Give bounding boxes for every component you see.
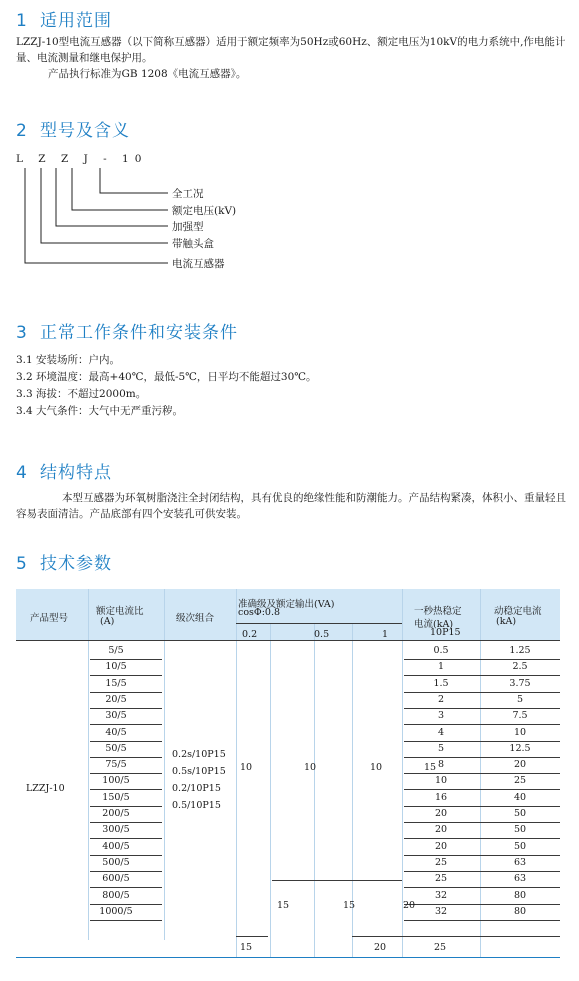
row-rule bbox=[90, 692, 162, 693]
section-number: 2 bbox=[16, 121, 28, 141]
ratio-cell: 20/5 bbox=[105, 693, 127, 705]
row-rule bbox=[404, 675, 560, 676]
thermal-cell: 25 bbox=[434, 873, 448, 885]
last-thermal: 25 bbox=[434, 942, 447, 953]
row-rule bbox=[90, 904, 162, 905]
row-rule bbox=[404, 871, 560, 872]
output-0.5: 10 bbox=[304, 762, 317, 773]
section-title: 适用范围 bbox=[40, 11, 112, 31]
technical-parameters-table bbox=[16, 589, 560, 959]
ratio-cell: 40/5 bbox=[105, 726, 127, 738]
row-rule bbox=[90, 773, 162, 774]
thermal-cell: 4 bbox=[437, 726, 445, 738]
row-rule bbox=[404, 920, 560, 921]
row-rule bbox=[404, 692, 560, 693]
row-rule bbox=[90, 871, 162, 872]
row-rule bbox=[404, 773, 560, 774]
row-rule bbox=[90, 920, 162, 921]
header-accuracy: 准确级及额定输出(VA) bbox=[238, 599, 335, 610]
dynamic-cell: 80 bbox=[513, 905, 527, 917]
row-rule bbox=[404, 724, 560, 725]
dynamic-cell: 1.25 bbox=[509, 645, 531, 656]
header-class-0.2: 0.2 bbox=[242, 629, 258, 640]
dynamic-cell: 50 bbox=[513, 824, 527, 836]
row-rule bbox=[90, 741, 162, 742]
ratio-cell: 400/5 bbox=[102, 840, 130, 852]
header-ratio: 额定电流比 bbox=[96, 606, 144, 617]
row-rule bbox=[90, 724, 162, 725]
row-rule bbox=[404, 887, 560, 888]
row-rule bbox=[90, 806, 162, 807]
dynamic-cell: 40 bbox=[513, 791, 527, 803]
section-number: 4 bbox=[16, 463, 28, 483]
dynamic-cell: 10 bbox=[513, 726, 527, 738]
ratio-cell: 100/5 bbox=[102, 775, 130, 787]
dynamic-cell: 3.75 bbox=[509, 677, 531, 689]
last-0.2: 15 bbox=[240, 942, 253, 953]
header-thermal-class: 10P15 bbox=[430, 627, 461, 638]
thermal-cell: 3 bbox=[437, 710, 445, 722]
row-rule bbox=[90, 757, 162, 758]
combo-line: 0.5s/10P15 bbox=[172, 766, 226, 777]
table-bottom-rule bbox=[16, 957, 560, 958]
ratio-cell: 50/5 bbox=[105, 742, 127, 754]
header-model: 产品型号 bbox=[30, 613, 69, 624]
standard-paragraph: 产品执行标准为GB 1208《电流互感器》。 bbox=[48, 68, 247, 80]
thermal-cell: 5 bbox=[437, 742, 445, 754]
header-class-0.5: 0.5 bbox=[314, 629, 330, 640]
column-divider bbox=[88, 589, 89, 940]
condition-line: 3.2 环境温度：最高+40℃，最低-5℃，日平均不能超过30℃。 bbox=[16, 371, 317, 383]
section-number: 3 bbox=[16, 323, 28, 343]
scope-paragraph: LZZJ-10型电流互感器（以下简称互感器）适用于额定频率为50Hz或60Hz、额定电压为10kV的电力系统中,作电能计量、电流测量和继电保护用。 bbox=[16, 36, 566, 64]
thermal-cell: 0.5 bbox=[433, 645, 449, 656]
condition-line: 3.4 大气条件：大气中无严重污秽。 bbox=[16, 405, 184, 417]
header-bottom-rule bbox=[16, 640, 560, 641]
row-rule bbox=[90, 708, 162, 709]
dynamic-cell: 63 bbox=[513, 856, 527, 868]
row-rule bbox=[404, 659, 560, 660]
section-title: 型号及含义 bbox=[40, 121, 130, 141]
ratio-cell: 75/5 bbox=[105, 759, 127, 771]
dynamic-cell: 25 bbox=[513, 775, 527, 787]
dynamic-cell: 50 bbox=[513, 840, 527, 852]
row-rule bbox=[404, 904, 560, 905]
header-dynamic: 动稳定电流 bbox=[494, 606, 542, 617]
column-divider bbox=[164, 589, 165, 940]
combo-line: 0.5/10P15 bbox=[172, 800, 221, 811]
row-rule bbox=[90, 822, 162, 823]
section-heading-5 bbox=[16, 549, 112, 574]
row-rule bbox=[404, 757, 560, 758]
dynamic-cell: 2.5 bbox=[512, 661, 528, 673]
output-b-1: 15 bbox=[343, 900, 356, 911]
thermal-cell: 20 bbox=[434, 824, 448, 836]
dynamic-cell: 20 bbox=[513, 759, 527, 771]
dynamic-cell: 12.5 bbox=[509, 742, 531, 754]
header-thermal: 一秒热稳定 bbox=[414, 606, 462, 617]
section-title: 技术参数 bbox=[40, 554, 112, 574]
header-cos: cosΦ:0.8 bbox=[238, 607, 281, 618]
row-rule bbox=[404, 838, 560, 839]
thermal-cell: 1 bbox=[437, 661, 445, 673]
output-b-0.5: 15 bbox=[277, 900, 290, 911]
tree-label-full-condition: 全工况 bbox=[172, 188, 204, 200]
header-combo: 级次组合 bbox=[176, 613, 215, 624]
section-number: 5 bbox=[16, 554, 28, 574]
ratio-cell: 300/5 bbox=[102, 824, 130, 836]
thermal-cell: 20 bbox=[434, 808, 448, 819]
section-number: 1 bbox=[16, 11, 28, 31]
row-rule bbox=[90, 855, 162, 856]
output-b-extra: 20 bbox=[403, 900, 416, 911]
section-heading-3 bbox=[16, 318, 238, 343]
column-divider bbox=[314, 623, 315, 957]
thermal-cell: 32 bbox=[434, 889, 448, 901]
dynamic-cell: 80 bbox=[513, 889, 527, 901]
row-rule bbox=[90, 675, 162, 676]
ratio-cell: 800/5 bbox=[102, 889, 130, 901]
row-rule bbox=[90, 789, 162, 790]
header-class-1: 1 bbox=[382, 629, 389, 640]
ratio-cell: 15/5 bbox=[105, 677, 127, 689]
output-1: 10 bbox=[370, 762, 383, 773]
ratio-cell: 1000/5 bbox=[99, 905, 133, 917]
thermal-cell: 20 bbox=[434, 840, 448, 852]
row-rule bbox=[404, 708, 560, 709]
thermal-cell: 1.5 bbox=[433, 677, 449, 689]
thermal-cell: 8 bbox=[437, 759, 445, 771]
header-rule bbox=[236, 623, 402, 624]
ratio-cell: 10/5 bbox=[105, 661, 127, 673]
condition-line: 3.1 安装场所：户内。 bbox=[16, 354, 121, 366]
condition-line: 3.3 海拔：不超过2000m。 bbox=[16, 388, 147, 400]
combo-line: 0.2s/10P15 bbox=[172, 749, 226, 760]
section-heading-4 bbox=[16, 458, 112, 483]
combo-line: 0.2/10P15 bbox=[172, 783, 221, 794]
tree-label-contact-box: 带触头盒 bbox=[172, 238, 214, 250]
thermal-cell: 2 bbox=[437, 693, 445, 705]
column-divider bbox=[236, 589, 237, 957]
last-1: 20 bbox=[374, 942, 387, 953]
row-rule bbox=[404, 855, 560, 856]
row-rule bbox=[90, 659, 162, 660]
row-rule bbox=[404, 822, 560, 823]
model-value: LZZJ-10 bbox=[26, 783, 65, 794]
last-row-rule bbox=[236, 936, 268, 937]
output-extra: 15 bbox=[424, 762, 437, 773]
column-divider bbox=[270, 623, 271, 957]
ratio-cell: 500/5 bbox=[102, 856, 130, 868]
header-thermal-unit: 电流(kA) bbox=[414, 619, 454, 630]
ratio-cell: 600/5 bbox=[102, 873, 130, 885]
structure-paragraph: 本型互感器为环氧树脂浇注全封闭结构，具有优良的绝缘性能和防潮能力。产品结构紧凑，体积小、重量轻且容易表面清洁。产品底部有四个安装孔可供安装。 bbox=[16, 492, 566, 520]
output-0.2: 10 bbox=[240, 762, 253, 773]
row-rule bbox=[404, 789, 560, 790]
tree-label-current-transformer: 电流互感器 bbox=[172, 258, 225, 270]
group-rule bbox=[272, 880, 402, 881]
ratio-cell: 30/5 bbox=[105, 710, 127, 722]
last-row-rule bbox=[352, 936, 560, 937]
thermal-cell: 16 bbox=[434, 791, 448, 803]
ratio-cell: 150/5 bbox=[102, 791, 130, 803]
dynamic-cell: 5 bbox=[516, 693, 524, 705]
tree-label-reinforced: 加强型 bbox=[172, 221, 204, 233]
dynamic-cell: 7.5 bbox=[512, 710, 528, 722]
section-title: 正常工作条件和安装条件 bbox=[40, 323, 238, 343]
header-ratio-unit: (A) bbox=[100, 616, 115, 627]
dynamic-cell: 50 bbox=[513, 808, 527, 819]
header-dynamic-unit: (kA) bbox=[496, 616, 517, 627]
ratio-cell: 5/5 bbox=[108, 645, 124, 656]
tree-label-rated-voltage: 额定电压(kV) bbox=[172, 205, 237, 217]
section-title: 结构特点 bbox=[40, 463, 112, 483]
dynamic-cell: 63 bbox=[513, 873, 527, 885]
thermal-cell: 25 bbox=[434, 856, 448, 868]
row-rule bbox=[90, 887, 162, 888]
row-rule bbox=[404, 806, 560, 807]
row-rule bbox=[404, 741, 560, 742]
thermal-cell: 32 bbox=[434, 905, 448, 917]
model-code: L Z Z J - 10 bbox=[16, 153, 148, 165]
row-rule bbox=[90, 838, 162, 839]
thermal-cell: 10 bbox=[434, 775, 448, 787]
ratio-cell: 200/5 bbox=[102, 808, 130, 819]
